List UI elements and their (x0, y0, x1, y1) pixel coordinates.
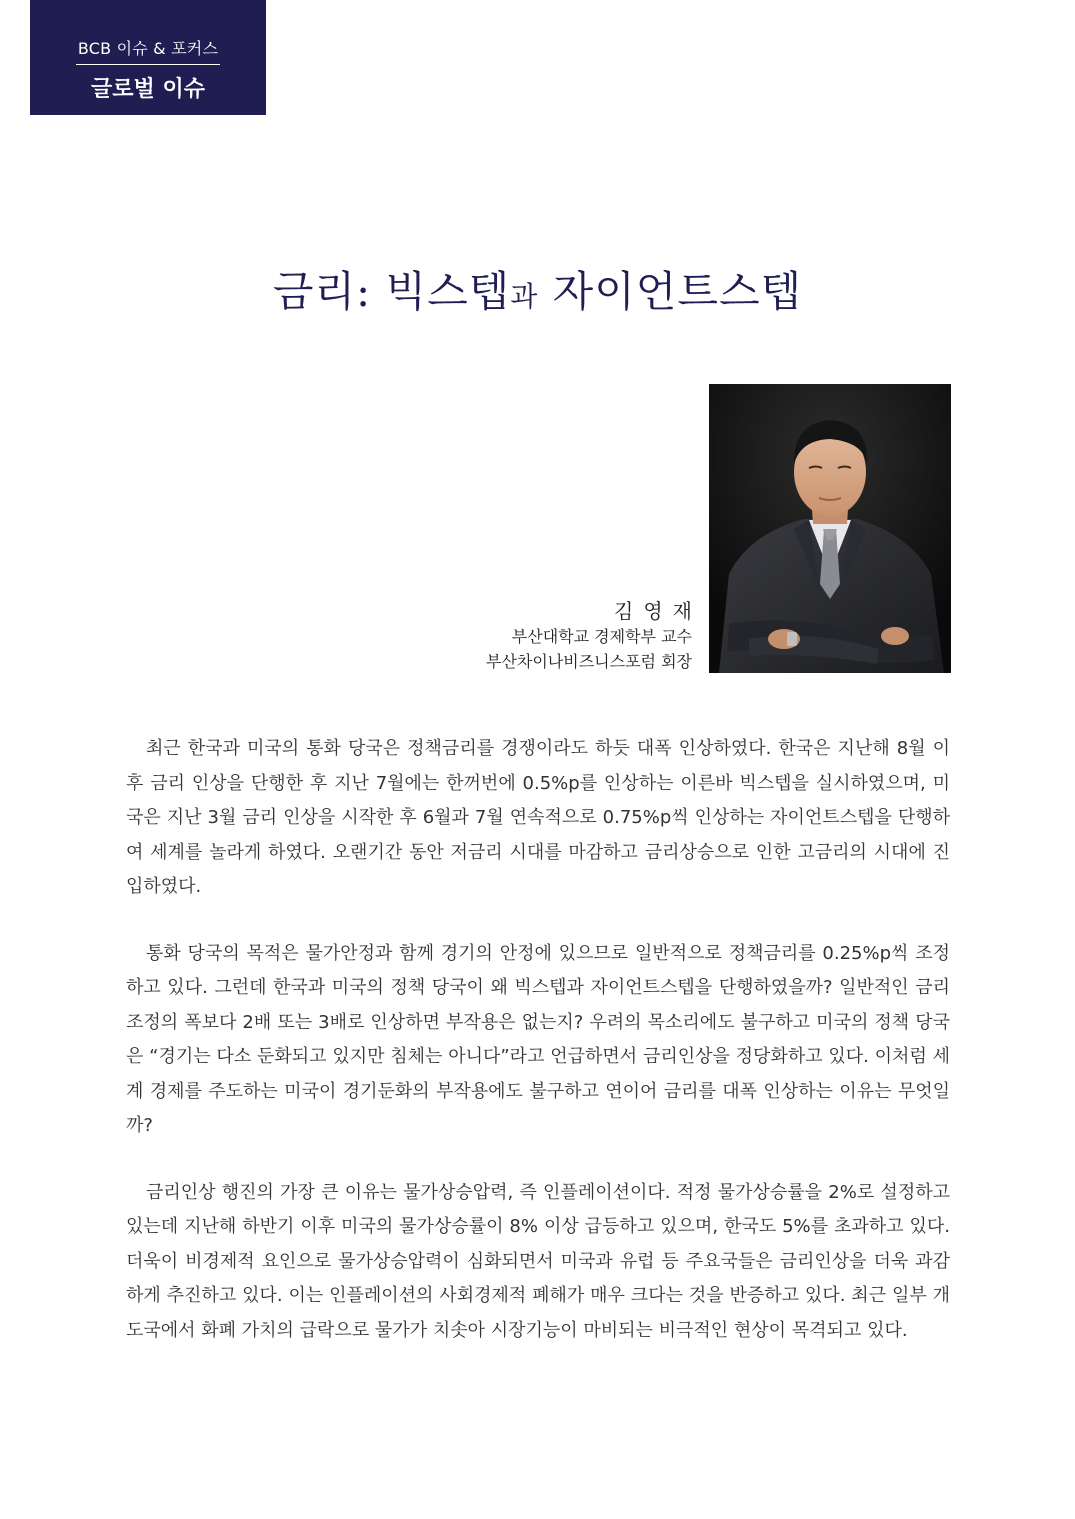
series-label: BCB 이슈 & 포커스 (77, 39, 219, 58)
author-portrait (709, 384, 951, 673)
article-title-part1: 금리: 빅스텝 (272, 267, 511, 316)
author-info (485, 598, 702, 674)
section-title: 글로벌 이슈 (91, 77, 205, 102)
section-header (30, 0, 266, 115)
author-affiliation-primary: 부산대학교 경제학부 교수 (511, 627, 692, 646)
paragraph: 최근 한국과 미국의 통화 당국은 정책금리를 경쟁이라도 하듯 대폭 인상하였다. 한국은 지난해 8월 이후 금리 인상을 단행한 후 지난 7월에는 한꺼번에 0.5%p를 인상하는 이른바 빅스텝을 실시하였으며, 미국은 지난 3월 금리 인상을 시작한 후 6월과 7월 연속적으로 0.75%p씩 인상하는 자이언트스텝을 단행하여 세계를 놀라게 하였다. 오랜기간 동안 저금리 시대를 마감하고 금리상승으로 인한 고금리의 시대에 진입하였다. (126, 738, 950, 897)
article-title-part2: 자이언트스텝 (538, 267, 803, 316)
header-divider (76, 64, 220, 65)
article-title-conjunction: 과 (510, 280, 539, 313)
paragraph: 통화 당국의 목적은 물가안정과 함께 경기의 안정에 있으므로 일반적으로 정책금리를 0.25%p씩 조정하고 있다. 그런데 한국과 미국의 정책 당국이 왜 빅스텝과 자이언트스텝을 단행하였을까? 일반적인 금리조정의 폭보다 2배 또는 3배로 인상하면 부작용은 없는지? 우려의 목소리에도 불구하고 미국의 정책 당국은 “경기는 다소 둔화되고 있지만 침체는 아니다”라고 언급하면서 금리인상을 정당화하고 있다. 이처럼 세계 경제를 주도하는 미국이 경기둔화의 부작용에도 불구하고 연이어 금리를 대폭 인상하는 이유는 무엇일까? (126, 942, 950, 1136)
author-name: 김영재 (614, 599, 702, 623)
paragraph: 금리인상 행진의 가장 큰 이유는 물가상승압력, 즉 인플레이션이다. 적정 물가상승률을 2%로 설정하고 있는데 지난해 하반기 이후 미국의 물가상승률이 8% 이상 급등하고 있으며, 한국도 5%를 초과하고 있다. 더욱이 비경제적 요인으로 물가상승압력이 심화되면서 미국과 유럽 등 주요국들은 금리인상을 더욱 과감하게 추진하고 있다. 이는 인플레이션의 사회경제적 폐해가 매우 크다는 것을 반증하고 있다. 최근 일부 개도국에서 화폐 가치의 급락으로 물가가 치솟아 시장기능이 마비되는 비극적인 현상이 목격되고 있다. (126, 1181, 950, 1341)
author-portrait-illustration (709, 384, 951, 673)
article-title (0, 262, 1075, 327)
article-body (126, 732, 950, 1380)
author-affiliation-secondary: 부산차이나비즈니스포럼 회장 (485, 652, 692, 671)
